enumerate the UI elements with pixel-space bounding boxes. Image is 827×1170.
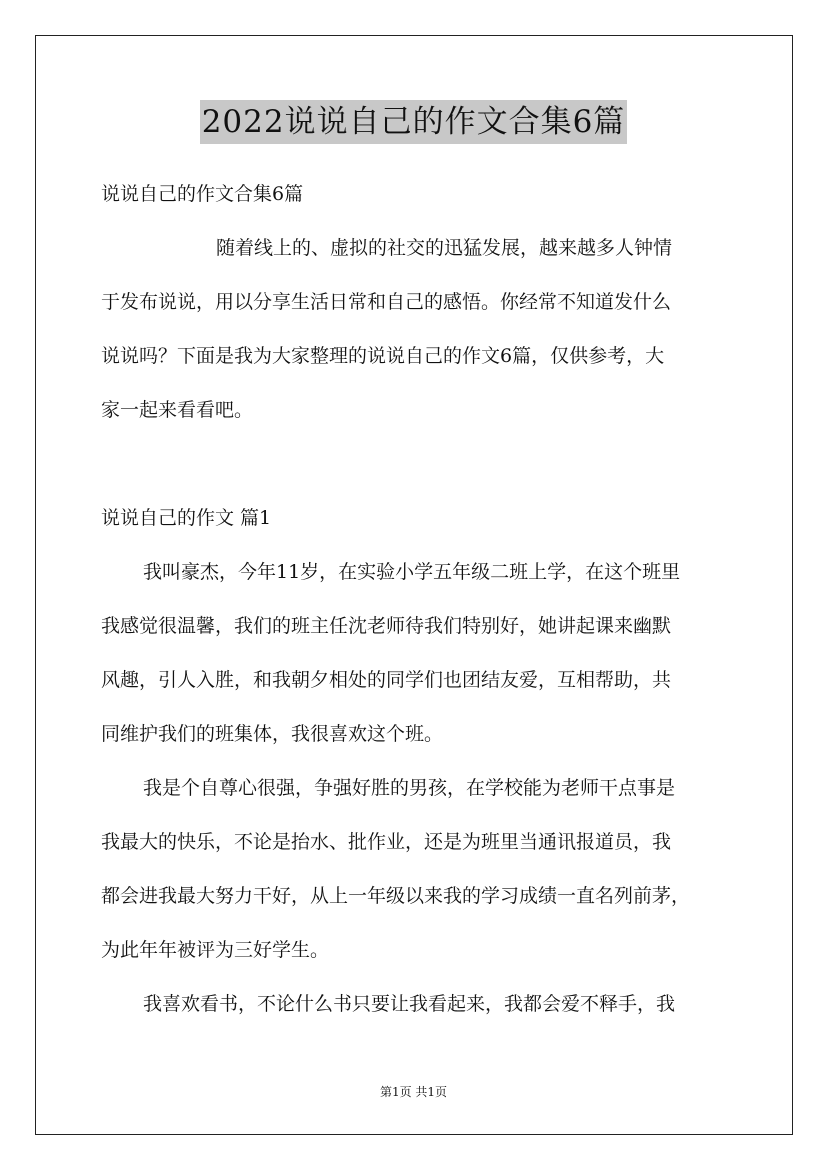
page-footer: 第1页 共1页 <box>379 1085 448 1099</box>
text-line: 家一起来看看吧。 <box>101 399 254 421</box>
text-line: 风趣，引人入胜，和我朝夕相处的同学们也团结友爱，互相帮助，共 <box>101 669 672 691</box>
document-title: 2022说说自己的作文合集6篇 <box>200 100 628 144</box>
text-line: 我叫豪杰，今年11岁，在实验小学五年级二班上学，在这个班里 <box>143 561 681 583</box>
text-line: 我喜欢看书，不论什么书只要让我看起来，我都会爱不释手，我 <box>143 993 676 1015</box>
text-line: 说说吗？下面是我为大家整理的说说自己的作文6篇，仅供参考，大 <box>101 345 665 367</box>
text-line: 我是个自尊心很强，争强好胜的男孩，在学校能为老师干点事是 <box>143 777 676 799</box>
text-line: 我感觉很温馨，我们的班主任沈老师待我们特别好，她讲起课来幽默 <box>101 615 672 637</box>
text-line: 同维护我们的班集体，我很喜欢这个班。 <box>101 723 444 745</box>
text-line: 为此年年被评为三好学生。 <box>101 939 330 961</box>
text-line: 随着线上的、虚拟的社交的迅猛发展，越来越多人钟情 <box>216 237 673 259</box>
text-line: 于发布说说，用以分享生活日常和自己的感悟。你经常不知道发什么 <box>101 291 672 313</box>
subtitle: 说说自己的作文合集6篇 <box>101 183 304 205</box>
text-line: 都会进我最大努力干好，从上一年级以来我的学习成绩一直名列前茅， <box>101 885 691 907</box>
text-line: 我最大的快乐，不论是抬水、批作业，还是为班里当通讯报道员，我 <box>101 831 672 853</box>
section-heading: 说说自己的作文 篇1 <box>101 507 272 529</box>
